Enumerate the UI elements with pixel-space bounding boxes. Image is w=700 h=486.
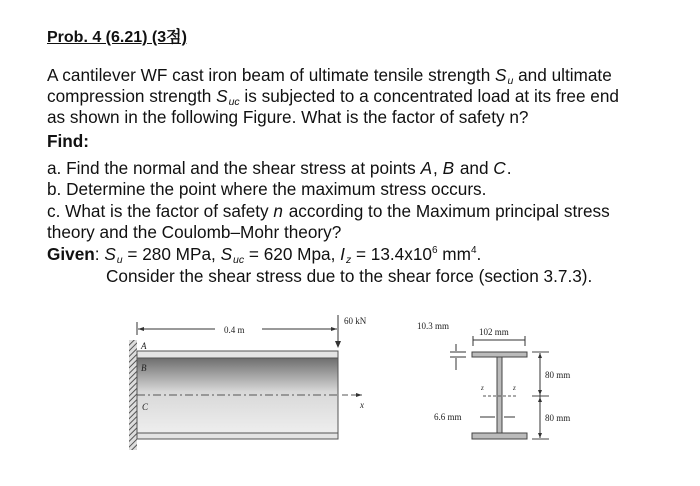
length-label: 0.4 m <box>224 325 245 335</box>
load-label: 60 kN <box>344 316 367 326</box>
problem-title: Prob. 4 (6.21) (3점) <box>47 29 187 46</box>
problem-line-3: as shown in the following Figure. What is the factor of safety n? <box>47 107 529 127</box>
find-a1: a. Find the normal and the shear stress at points <box>47 158 421 178</box>
problem-u: u <box>116 254 123 266</box>
lower-height-label: 80 mm <box>545 413 571 423</box>
upper-height-label: 80 mm <box>545 370 571 380</box>
problem-l2b: is subjected to a concentrated load at its free end <box>239 86 619 106</box>
given-exp6: 6 <box>431 245 438 256</box>
given-z: z <box>345 254 352 266</box>
find-item-c <box>47 201 610 221</box>
beam-figure <box>100 300 600 470</box>
z-axis-label-right: z <box>513 384 516 392</box>
problem-uc: uc <box>228 96 240 108</box>
point-c-label: C <box>142 402 149 412</box>
find-sep: , <box>433 158 443 178</box>
find-dot: . <box>506 158 512 178</box>
find-c1: c. What is the factor of safety <box>47 201 274 221</box>
problem-S: S <box>495 65 507 85</box>
web-thickness-label: 6.6 mm <box>434 412 462 422</box>
given-colon: : <box>94 244 105 264</box>
find-c2: according to the Maximum principal stress <box>283 201 610 221</box>
given-suc_val: = 620 Mpa, <box>244 244 341 264</box>
find-item-c-cont: theory and the Coulomb–Mohr theory? <box>47 222 342 242</box>
given-label: Given <box>47 244 95 264</box>
find-C: C <box>493 158 506 178</box>
point-a-label: A <box>141 341 147 351</box>
given-I: I <box>340 244 345 264</box>
problem-line-2 <box>47 86 619 106</box>
problem-S: S <box>104 244 116 264</box>
problem-S: S <box>216 86 228 106</box>
flange-thickness-label: 10.3 mm <box>417 321 450 331</box>
problem-line-1 <box>47 65 612 85</box>
given-line <box>47 244 481 264</box>
find-B: B <box>442 158 455 178</box>
find-label: Find: <box>47 131 89 151</box>
i-section <box>450 336 549 439</box>
given-note: Consider the shear stress due to the shear force (section 3.7.3). <box>106 266 593 286</box>
fixed-support <box>129 340 137 450</box>
x-axis-label: x <box>360 400 364 410</box>
flange-width-label: 102 mm <box>479 327 509 337</box>
problem-u: u <box>507 75 514 87</box>
find-and: and <box>455 158 494 178</box>
find-A: A <box>420 158 433 178</box>
given-su_val: = 280 MPa, <box>122 244 221 264</box>
problem-uc: uc <box>233 254 245 266</box>
problem-l1b: and ultimate <box>513 65 612 85</box>
given-iz_val: = 13.4x10 <box>351 244 432 264</box>
load-arrow <box>335 315 341 348</box>
problem-l2a: compression strength <box>47 86 217 106</box>
find-item-a <box>47 158 512 178</box>
cantilever-beam <box>137 351 362 439</box>
given-end: . <box>476 244 482 264</box>
find-item-b: b. Determine the point where the maximum stress occurs. <box>47 179 487 199</box>
problem-l1a: A cantilever WF cast iron beam of ultimate tensile strength <box>47 65 496 85</box>
find-n: n <box>273 201 283 221</box>
given-exp4: 4 <box>470 245 477 256</box>
point-b-label: B <box>141 363 147 373</box>
given-unit: mm <box>437 244 471 264</box>
problem-S: S <box>220 244 233 264</box>
z-axis-label-left: z <box>481 384 484 392</box>
